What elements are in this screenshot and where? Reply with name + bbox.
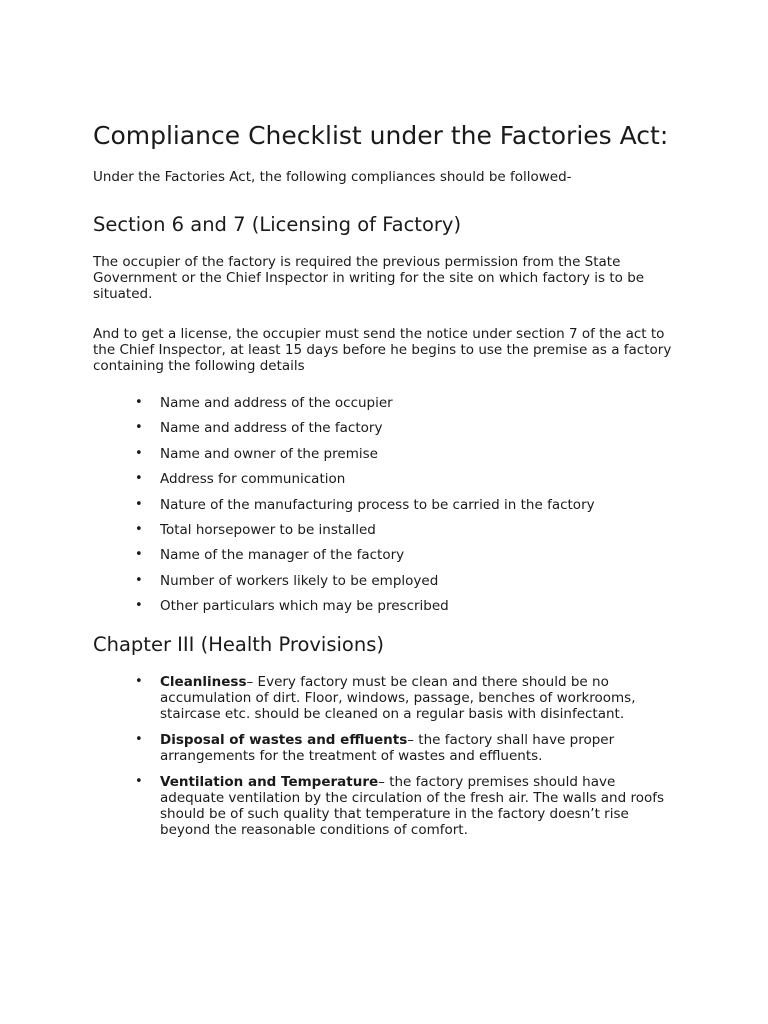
- list-item-text: Address for communication: [160, 471, 346, 488]
- list-item: [93, 395, 683, 411]
- bullet-icon: •: [135, 547, 143, 563]
- bullet-icon: •: [135, 674, 143, 690]
- list-item-text: Other particulars which may be prescribed: [160, 598, 449, 615]
- provision-term: Cleanliness: [160, 674, 247, 691]
- bullet-icon: •: [135, 598, 143, 614]
- bullet-icon: •: [135, 445, 143, 461]
- licensing-paragraph-1: The occupier of the factory is required the previous permission from the State Government or the Chief Inspector in writing for the site on which factory is to be situated.: [93, 254, 645, 302]
- list-item-text: Name of the manager of the factory: [160, 547, 405, 564]
- bullet-icon: •: [135, 521, 143, 537]
- list-item: [93, 522, 683, 538]
- list-item-text: Number of workers likely to be employed: [160, 572, 439, 589]
- license-details-list: [93, 395, 683, 614]
- bullet-icon: •: [135, 471, 143, 487]
- provision-text: – the factory premises should have adequate ventilation by the circulation of the fresh air. The walls and roofs should be of such quality that temperature in the factory doesn’t rise beyond the reasonable conditions of comfort.: [160, 774, 665, 839]
- licensing-paragraph-2: And to get a license, the occupier must send the notice under section 7 of the act to the Chief Inspector, at least 15 days before he begins to use the premise as a factory containing the following details: [93, 326, 672, 374]
- bullet-icon: •: [135, 774, 143, 790]
- chapter-3-heading: Chapter III (Health Provisions): [93, 633, 384, 657]
- list-item: [93, 573, 683, 589]
- list-item: [93, 732, 683, 764]
- bullet-icon: •: [135, 572, 143, 588]
- intro-paragraph: Under the Factories Act, the following compliances should be followed-: [93, 169, 572, 185]
- bullet-icon: •: [135, 395, 143, 410]
- list-item: [93, 420, 683, 436]
- document-page: [93, 118, 683, 848]
- bullet-icon: •: [135, 732, 143, 748]
- list-item-text: Nature of the manufacturing process to be carried in the factory: [160, 496, 595, 513]
- list-item: [93, 674, 683, 722]
- page-title: Compliance Checklist under the Factories Act:: [93, 121, 669, 150]
- list-item-text: Total horsepower to be installed: [160, 521, 376, 538]
- bullet-icon: •: [135, 496, 143, 512]
- list-item: [93, 446, 683, 462]
- health-provisions-list: [93, 674, 683, 838]
- list-item: [93, 598, 683, 614]
- bullet-icon: •: [135, 420, 143, 436]
- list-item-text: Name and address of the factory: [160, 420, 383, 437]
- provision-term: Ventilation and Temperature: [160, 774, 379, 791]
- list-item: [93, 547, 683, 563]
- list-item-text: Name and owner of the premise: [160, 445, 378, 462]
- list-item: [93, 471, 683, 487]
- list-item: [93, 774, 683, 838]
- list-item: [93, 497, 683, 513]
- section-6-heading: Section 6 and 7 (Licensing of Factory): [93, 213, 462, 236]
- provision-term: Disposal of wastes and effluents: [160, 732, 408, 749]
- provision-text: – the factory shall have proper arrangements for the treatment of wastes and effluents.: [160, 732, 615, 765]
- list-item-text: Name and address of the occupier: [160, 395, 393, 411]
- provision-text: – Every factory must be clean and there should be no accumulation of dirt. Floor, windows, passage, benches of workrooms, staircase etc. should be cleaned on a regular basis with disinfectant.: [160, 674, 636, 723]
